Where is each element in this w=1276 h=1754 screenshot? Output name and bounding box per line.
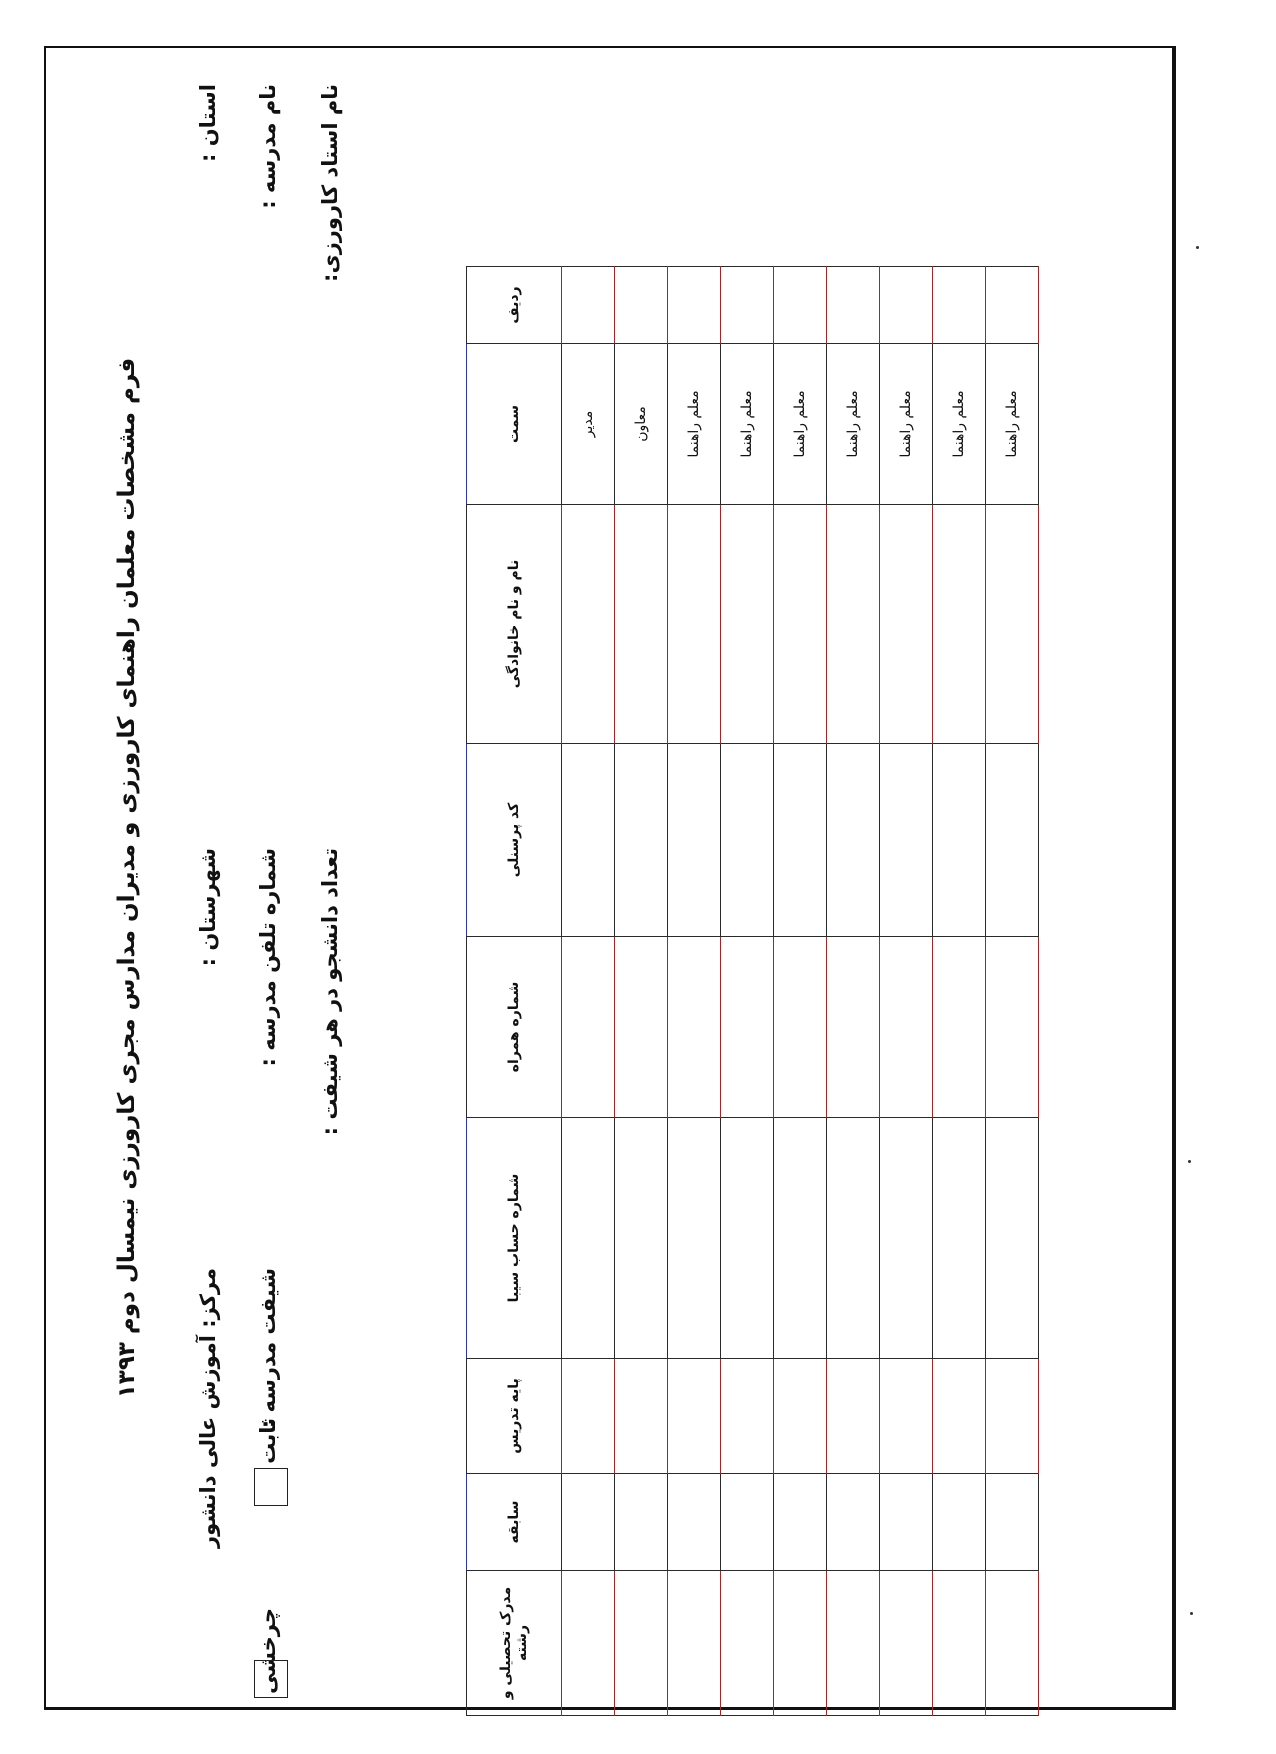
col-header-role: سمت	[467, 344, 562, 505]
col-header-teaching-grade: پایه تدریس	[467, 1359, 562, 1474]
shift-fixed-label: ثابت	[256, 1418, 280, 1464]
role-cell: معلم راهنما	[774, 344, 827, 505]
role-cell: مدیر	[562, 344, 615, 505]
shift-rotating-label: چرخشی	[256, 1608, 280, 1694]
col-header-account-number: شماره حساب سیبا	[467, 1118, 562, 1359]
school-phone-label: شماره تلفن مدرسه :	[256, 848, 280, 1067]
table-row	[721, 267, 774, 1716]
table-row	[668, 267, 721, 1716]
col-header-personnel-code: کد پرسنلی	[467, 744, 562, 937]
supervisor-label: نام استاد کارورزی:	[318, 84, 342, 282]
col-header-row-number: ردیف	[467, 267, 562, 344]
table-row	[827, 267, 880, 1716]
shift-fixed-checkbox[interactable]	[254, 1468, 288, 1506]
center-label: مرکز: آموزش عالی دانشور	[196, 1268, 220, 1548]
role-cell: معلم راهنما	[827, 344, 880, 505]
role-cell: معلم راهنما	[721, 344, 774, 505]
table-row	[933, 267, 986, 1716]
rotated-form	[46, 48, 1174, 1708]
form-title: فرم مشخصات معلمان راهنمای کارورزی و مدیران مدارس مجری کارورزی نیمسال دوم ۱۳۹۳	[114, 357, 140, 1399]
table-header-row	[467, 267, 562, 1716]
students-per-shift-label: تعداد دانشجو در هر شیفت :	[318, 848, 342, 1136]
col-header-full-name: نام و نام خانوادگی	[467, 505, 562, 744]
table-row	[880, 267, 933, 1716]
col-header-mobile: شماره همراه	[467, 937, 562, 1118]
table-row	[774, 267, 827, 1716]
teachers-table	[466, 266, 1039, 1716]
scan-speck	[1196, 246, 1199, 249]
table-row	[562, 267, 615, 1716]
role-cell: معلم راهنما	[933, 344, 986, 505]
school-name-label: نام مدرسه :	[256, 84, 280, 209]
col-header-experience: سابقه	[467, 1474, 562, 1571]
shift-rotating-checkbox[interactable]	[254, 1660, 288, 1698]
school-shift-label: شیفت مدرسه :	[256, 1268, 280, 1429]
scan-speck	[1188, 1160, 1191, 1163]
scan-speck	[1190, 1612, 1193, 1615]
role-cell: معاون	[615, 344, 668, 505]
province-label: استان :	[196, 84, 220, 162]
role-cell: معلم راهنما	[986, 344, 1039, 505]
role-cell: معلم راهنما	[668, 344, 721, 505]
role-cell: معلم راهنما	[880, 344, 933, 505]
table-row	[615, 267, 668, 1716]
city-label: شهرستان :	[196, 848, 220, 967]
table-row	[986, 267, 1039, 1716]
col-header-degree: مدرک تحصیلی و رشته	[467, 1571, 562, 1716]
